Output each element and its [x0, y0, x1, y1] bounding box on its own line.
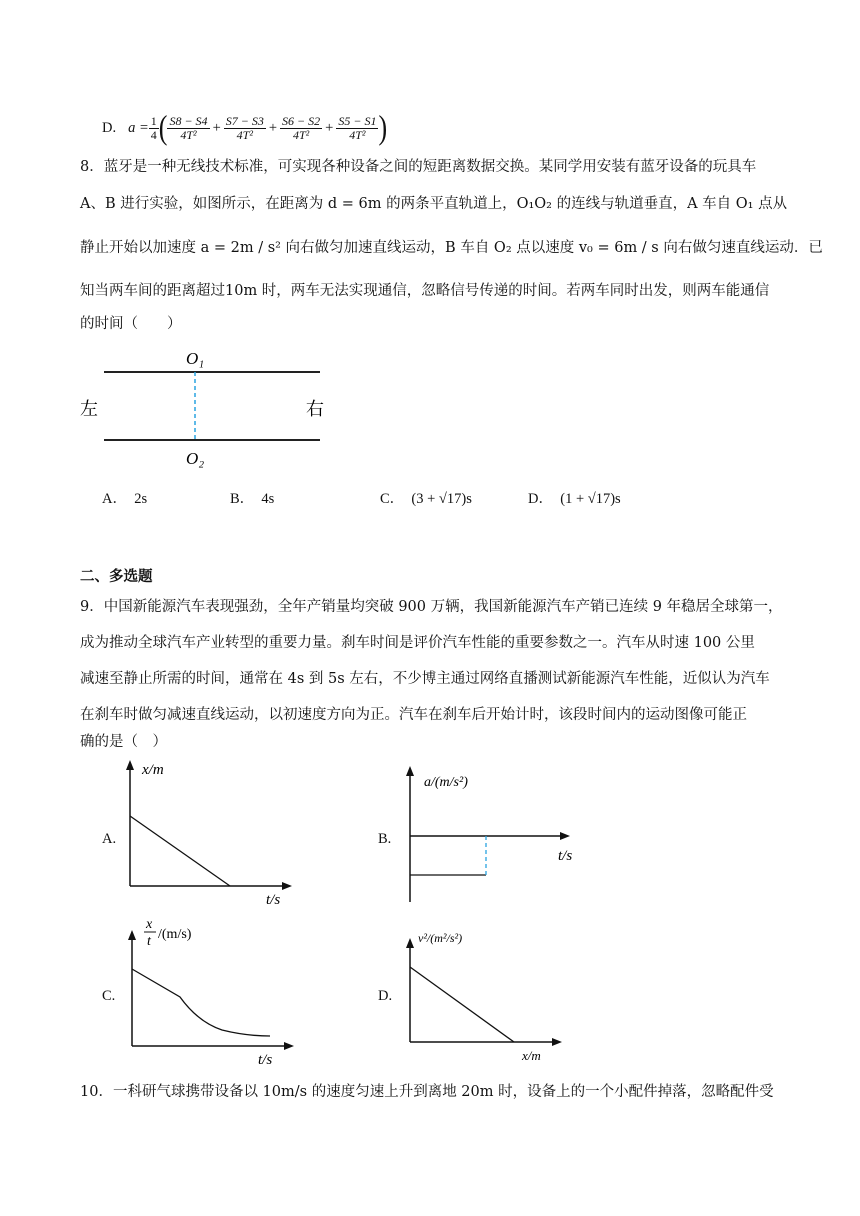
q8-option-b: B． 4s	[230, 491, 275, 507]
q9-line-4: 在刹车时做匀减速直线运动，以初速度方向为正。汽车在刹车后开始计时，该段时间内的运动图像可能正	[80, 707, 747, 723]
x-label: t/s	[258, 1052, 273, 1068]
graph-b-label: B.	[378, 831, 392, 847]
q8-track-figure	[76, 340, 346, 475]
graph-d-label: D.	[378, 988, 393, 1004]
term-1: $\frac{S8 - S4}{\text{4T²}}$	[169, 113, 208, 142]
term-2: $\frac{S7 - S3}{\text{4T²}}$	[225, 113, 264, 142]
y-arrow-icon	[406, 938, 414, 948]
label-right: 右	[306, 399, 324, 419]
q8-line-5: 的时间（ ）	[80, 316, 182, 332]
q8-option-a: A． 2s	[102, 491, 148, 507]
section-title: 二、多选题	[80, 568, 153, 585]
term-3: $\frac{S6 - S2}{\text{4T²}}$	[282, 113, 321, 142]
x-arrow-icon	[552, 1038, 562, 1046]
q10-line-1: 10．一科研气球携带设备以 10m/s 的速度匀速上升到离地 20m 时，设备上的一个小配件掉落，忽略配件受	[80, 1084, 774, 1100]
q9-line-2: 成为推动全球汽车产业转型的重要力量。刹车时间是评价汽车性能的重要参数之一。汽车从时速 100 公里	[80, 635, 755, 651]
option-label: D.	[102, 120, 117, 136]
graph-b	[400, 762, 590, 912]
q9-line-3: 减速至静止所需的时间，通常在 4s 到 5s 左右，不少博主通过网络直播测试新能源汽车性能，近似认为汽车	[80, 671, 770, 687]
q8-option-c: C． (3 + √17)s	[380, 491, 472, 507]
label-o2: O₂	[186, 449, 205, 468]
label-o1: O₁	[186, 349, 205, 368]
x-label: x/m	[522, 1048, 541, 1063]
label-left: 左	[80, 399, 98, 419]
graph-c-label: C.	[102, 988, 116, 1004]
y-label-unit: /(m/s)	[158, 927, 192, 942]
graph-a-label: A.	[102, 831, 117, 847]
q8-line-3: 静止开始以加速度 a = 2m / s² 向右做匀加速直线运动，B 车自 O₂ 点以速度 v₀ = 6m / s 向右做匀速直线运动．已	[80, 240, 823, 256]
xt-t-curve	[132, 969, 270, 1036]
y-arrow-icon	[128, 930, 136, 940]
graph-d	[398, 922, 578, 1064]
graph-a	[120, 758, 300, 908]
term-4: $\frac{S5 - S1}{\text{4T²}}$	[338, 113, 377, 142]
q9-line-5: 确的是（ ）	[80, 734, 167, 750]
x-label: t/s	[558, 848, 573, 864]
formula-prefix: a =	[128, 120, 149, 136]
y-arrow-icon	[126, 760, 134, 770]
graph-c	[118, 914, 298, 1070]
y-label: v²/(m²/s²)	[418, 931, 463, 945]
v2-x-line	[410, 967, 514, 1042]
y-arrow-icon	[406, 766, 414, 776]
y-label: a/(m/s²)	[424, 775, 468, 790]
x-arrow-icon	[284, 1042, 294, 1050]
x-arrow-icon	[560, 832, 570, 840]
q8-line-4: 知当两车间的距离超过10m 时，两车无法实现通信，忽略信号传递的时间。若两车同时出发，则两车能通信	[80, 283, 770, 299]
x-t-line	[130, 816, 230, 886]
coef-fraction: $\frac{1}{4}$	[150, 113, 157, 142]
x-arrow-icon	[282, 882, 292, 890]
y-label-den: t	[147, 934, 151, 949]
x-label: t/s	[266, 892, 281, 908]
open-paren: (	[158, 108, 168, 147]
q9-line-1: 9．中国新能源汽车表现强劲，全年产销量均突破 900 万辆，我国新能源汽车产销已连续 9 年稳居全球第一，	[80, 599, 783, 615]
close-paren: )	[378, 108, 388, 147]
q7-option-d: D. a = $\frac{1}{4}$ ( $\frac{S8 - S4}{\text{4T²}}$ + $\frac{S7 - S3}{\text{4T²}}$ + $\frac{S6 - S2}{\text{4T²}}$ + $\frac{S5 - S1}{\text{4T²}}$ )	[102, 108, 388, 147]
q8-line-1: 8．蓝牙是一种无线技术标准，可实现各种设备之间的短距离数据交换。某同学用安装有蓝牙设备的玩具车	[80, 159, 757, 175]
y-label-num: x	[146, 917, 153, 932]
q8-option-d: D． (1 + √17)s	[528, 491, 621, 507]
q8-line-2: A、B 进行实验，如图所示，在距离为 d = 6m 的两条平直轨道上，O₁O₂ 的连线与轨道垂直，A 车自 O₁ 点从	[80, 196, 788, 212]
y-label: x/m	[142, 762, 164, 778]
